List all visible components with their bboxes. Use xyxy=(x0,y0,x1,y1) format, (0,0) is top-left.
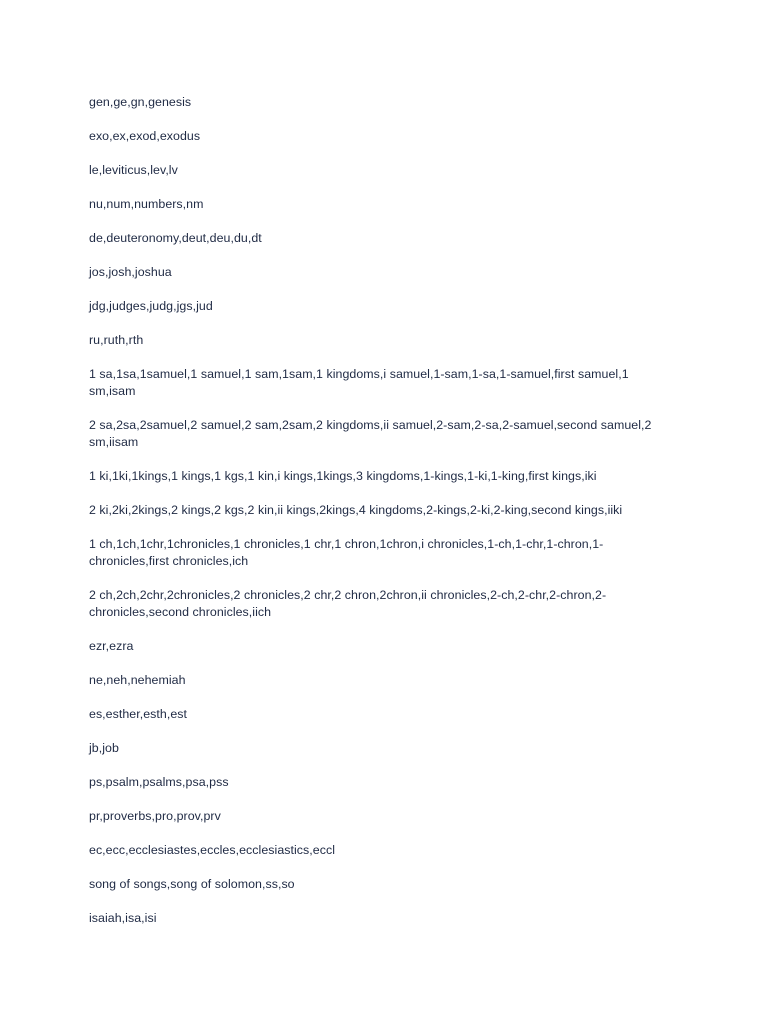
entry-2-samuel: 2 sa,2sa,2samuel,2 samuel,2 sam,2sam,2 kingdoms,ii samuel,2-sam,2-sa,2-samuel,second samuel,2 sm,iisam xyxy=(89,418,652,449)
entry-2-chronicles: 2 ch,2ch,2chr,2chronicles,2 chronicles,2 chr,2 chron,2chron,ii chronicles,2-ch,2-chr,2-chron,2-chronicles,second chronicles,iich xyxy=(89,588,607,619)
entry-isaiah: isaiah,isa,isi xyxy=(89,911,157,925)
entry-esther: es,esther,esth,est xyxy=(89,707,188,721)
entry-nehemiah: ne,neh,nehemiah xyxy=(89,673,186,687)
entry-1-kings: 1 ki,1ki,1kings,1 kings,1 kgs,1 kin,i kings,1kings,3 kingdoms,1-kings,1-ki,1-king,first kings,iki xyxy=(89,469,597,483)
entry-proverbs: pr,proverbs,pro,prov,prv xyxy=(89,809,221,823)
entry-job: jb,job xyxy=(89,741,119,755)
entry-deuteronomy: de,deuteronomy,deut,deu,du,dt xyxy=(89,231,262,245)
entry-leviticus: le,leviticus,lev,lv xyxy=(89,163,178,177)
entry-genesis: gen,ge,gn,genesis xyxy=(89,95,192,109)
entry-1-chronicles: 1 ch,1ch,1chr,1chronicles,1 chronicles,1 chr,1 chron,1chron,i chronicles,1-ch,1-chr,1-chron,1-chronicles,first chronicles,ich xyxy=(89,537,604,568)
entry-ruth: ru,ruth,rth xyxy=(89,333,144,347)
entry-numbers: nu,num,numbers,nm xyxy=(89,197,204,211)
abbreviation-list xyxy=(89,94,661,944)
entry-ecclesiastes: ec,ecc,ecclesiastes,eccles,ecclesiastics,eccl xyxy=(89,843,336,857)
entry-joshua: jos,josh,joshua xyxy=(89,265,172,279)
entry-2-kings: 2 ki,2ki,2kings,2 kings,2 kgs,2 kin,ii kings,2kings,4 kingdoms,2-kings,2-ki,2-king,second kings,iiki xyxy=(89,503,623,517)
entry-1-samuel: 1 sa,1sa,1samuel,1 samuel,1 sam,1sam,1 kingdoms,i samuel,1-sam,1-sa,1-samuel,first samuel,1 sm,isam xyxy=(89,367,629,398)
entry-exodus: exo,ex,exod,exodus xyxy=(89,129,201,143)
entry-psalms: ps,psalm,psalms,psa,pss xyxy=(89,775,229,789)
entry-judges: jdg,judges,judg,jgs,jud xyxy=(89,299,213,313)
entry-ezra: ezr,ezra xyxy=(89,639,134,653)
entry-song-of-songs: song of songs,song of solomon,ss,so xyxy=(89,877,295,891)
